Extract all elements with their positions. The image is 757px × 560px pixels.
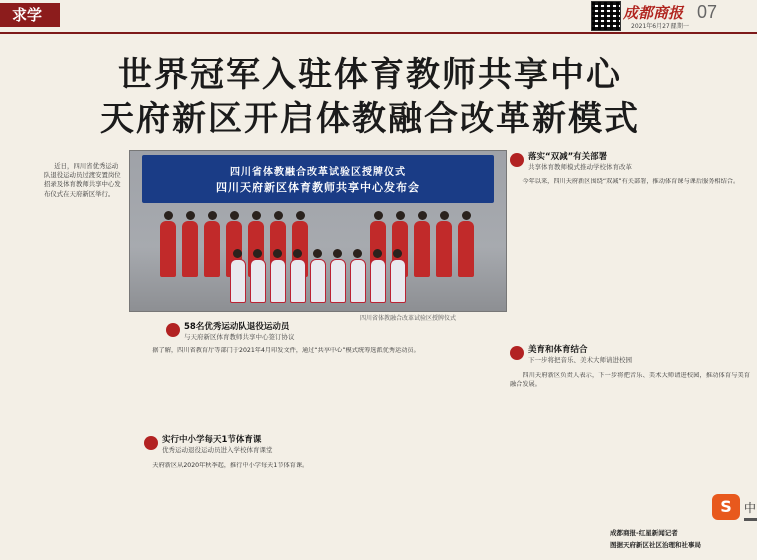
group-photo xyxy=(129,150,507,312)
section-tag: 求学 xyxy=(0,3,60,27)
figure-head xyxy=(373,249,382,258)
figure-head xyxy=(230,211,239,220)
headline-line2: 天府新区开启体教融合改革新模式 xyxy=(100,99,640,139)
adult-figure xyxy=(436,221,452,277)
sogou-app-icon[interactable]: S xyxy=(712,494,740,520)
student-figure xyxy=(350,259,366,303)
figure-head xyxy=(293,249,302,258)
lead-text xyxy=(44,162,121,199)
figure-head xyxy=(313,249,322,258)
figure-head xyxy=(374,211,383,220)
figure-head xyxy=(418,211,427,220)
figure-head xyxy=(333,249,342,258)
backdrop-line2: 四川天府新区体育教师共享中心发布会 xyxy=(216,181,420,194)
bullet-icon xyxy=(510,346,524,360)
article-2-subtitle: 优秀运动退役运动员进入学校体育课堂 xyxy=(162,446,273,454)
figure-head xyxy=(353,249,362,258)
sogou-app-label[interactable]: 中 xyxy=(744,501,757,515)
figure-head xyxy=(296,211,305,220)
adult-figure xyxy=(414,221,430,277)
article-4-title: 美育和体育结合 xyxy=(528,345,588,355)
figure-head xyxy=(186,211,195,220)
figure-head xyxy=(273,249,282,258)
adult-figure xyxy=(182,221,198,277)
photo-source-credit: 图据天府新区社区治理和社事局 xyxy=(610,541,701,549)
figure-head xyxy=(462,211,471,220)
student-figure xyxy=(270,259,286,303)
student-figure xyxy=(290,259,306,303)
bullet-icon xyxy=(166,323,180,337)
app-underline xyxy=(744,518,757,521)
adult-figure xyxy=(160,221,176,277)
lead-paragraph: 近日，四川省优秀运动队退役运动员过渡安置岗位招录及体育教师共享中心发布仪式在天府新区举行。 xyxy=(44,162,121,198)
article-2-paragraph: 天府新区从2020年秋季起，推行中小学每天1节体育课。 xyxy=(152,462,309,469)
student-figure xyxy=(250,259,266,303)
headline-line1: 世界冠军入驻体育教师共享中心 xyxy=(118,55,622,95)
article-2-heading xyxy=(144,435,273,455)
figure-head xyxy=(274,211,283,220)
lead-column xyxy=(44,162,121,394)
article-2-body xyxy=(140,462,480,557)
photo-caption: 四川省体教融合改革试验区授牌仪式 xyxy=(360,315,457,322)
figure-head xyxy=(252,211,261,220)
article-1-heading xyxy=(166,322,295,342)
bullet-icon xyxy=(144,436,158,450)
article-2-title: 实行中小学每天1节体育课 xyxy=(162,435,262,445)
adult-figure xyxy=(204,221,220,277)
figure-head xyxy=(233,249,242,258)
article-4-paragraph: 四川天府新区负责人表示，下一步将把音乐、美术大师请进校园，推动体育与美育融合发展。 xyxy=(510,372,750,388)
article-3-title: 落实“双减”有关部署 xyxy=(528,152,608,162)
article-3-heading xyxy=(510,152,632,172)
student-figure xyxy=(370,259,386,303)
edition-editor: 星期一 xyxy=(671,23,690,30)
adult-figure xyxy=(458,221,474,277)
bullet-icon xyxy=(510,153,524,167)
page-number: 07 xyxy=(697,2,718,22)
article-3-subtitle: 共享体育教师模式推动学校体育改革 xyxy=(528,163,632,171)
figure-head xyxy=(393,249,402,258)
figure-head xyxy=(253,249,262,258)
article-3-paragraph: 今年以来，四川天府新区围绕“双减”有关部署，推动体育课与课后服务相结合。 xyxy=(522,178,740,185)
page-header xyxy=(0,0,757,34)
figure-head xyxy=(208,211,217,220)
article-4-subtitle: 下一步将把音乐、美术大师请进校园 xyxy=(528,356,632,364)
figure-head xyxy=(440,211,449,220)
student-figure xyxy=(390,259,406,303)
student-figure xyxy=(330,259,346,303)
qr-code-icon xyxy=(591,1,621,31)
article-1-title: 58名优秀运动队退役运动员 xyxy=(184,322,290,332)
article-1-body xyxy=(140,347,480,427)
figure-head xyxy=(164,211,173,220)
edition-date: 2021年6月27日 xyxy=(631,23,676,30)
backdrop-line1: 四川省体教融合改革试验区授牌仪式 xyxy=(230,167,406,178)
article-3-body xyxy=(510,178,750,338)
article-1-paragraph: 据了解，四川省教育厅等部门于2021年4月印发文件，通过“共享中心”模式统筹选派优秀运动员。 xyxy=(152,347,420,354)
student-figure xyxy=(230,259,246,303)
photo-backdrop xyxy=(142,155,494,203)
masthead: 成都商报 xyxy=(623,4,684,22)
article-4-heading xyxy=(510,345,632,365)
article-1-subtitle: 与天府新区体育教师共享中心签订协议 xyxy=(184,333,295,341)
figure-head xyxy=(396,211,405,220)
student-figure xyxy=(310,259,326,303)
reporter-credit: 成都商报-红星新闻记者 xyxy=(610,529,678,537)
